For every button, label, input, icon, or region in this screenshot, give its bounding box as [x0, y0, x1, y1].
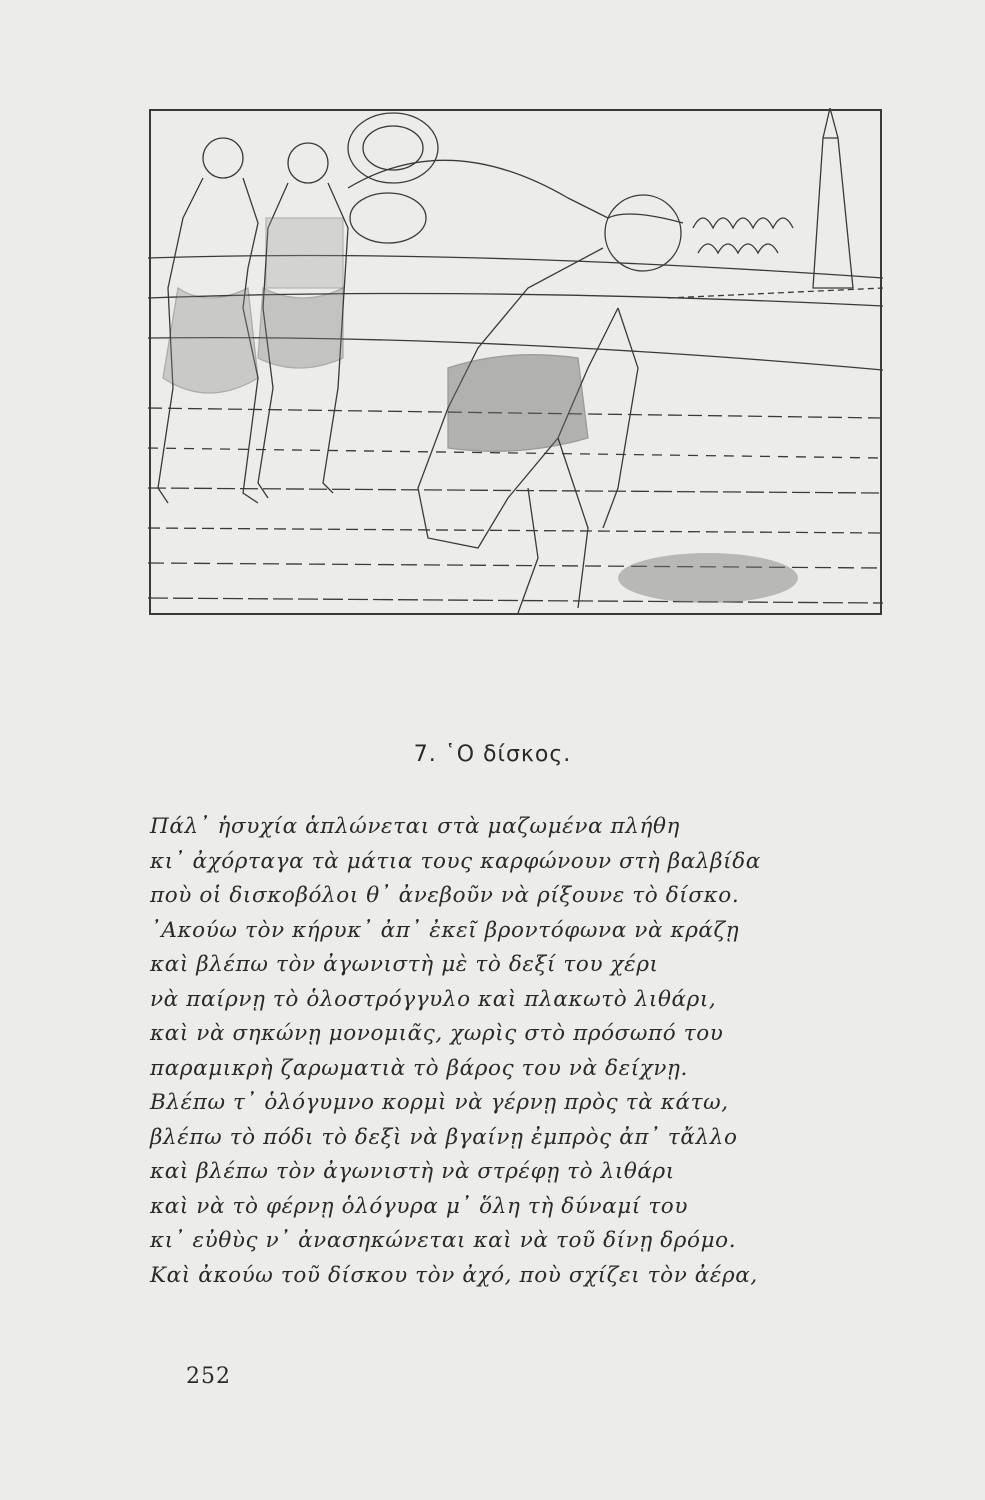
- poem-title: 7. ῾Ο δίσκος.: [413, 742, 572, 767]
- poem-line: βλέπω τὸ πόδι τὸ δεξὶ νὰ βγαίνῃ ἐμπρὸς ἀπ᾽ τἄλλο: [150, 1124, 738, 1150]
- poem-line: Βλέπω τ᾽ ὁλόγυμνο κορμὶ νὰ γέρνῃ πρὸς τὰ κάτω,: [150, 1090, 729, 1115]
- poem-line: νὰ παίρνῃ τὸ ὁλοστρόγγυλο καὶ πλακωτὸ λιθάρι,: [150, 986, 717, 1012]
- discus-thrower-illustration: [148, 108, 883, 616]
- poem-line: κι᾽ εὐθὺς ν᾽ ἀνασηκώνεται καὶ νὰ τοῦ δίνῃ δρόμο.: [150, 1228, 737, 1253]
- poem-line: καὶ βλέπω τὸν ἀγωνιστὴ μὲ τὸ δεξί του χέρι: [150, 952, 659, 977]
- page-number: 252: [186, 1364, 231, 1389]
- poem-line: καὶ νὰ τὸ φέρνῃ ὁλόγυρα μ᾽ ὅλη τὴ δύναμί του: [150, 1193, 689, 1219]
- poem-line: παραμικρὴ ζαρωματιὰ τὸ βάρος του νὰ δείχνῃ.: [150, 1055, 688, 1081]
- poem-line: κι᾽ ἀχόρταγα τὰ μάτια τους καρφώνουν στὴ βαλβίδα: [150, 848, 761, 874]
- poem-line: Πάλ᾽ ἡσυχία ἁπλώνεται στὰ μαζωμένα πλήθη: [150, 814, 681, 839]
- poem-line: καὶ νὰ σηκώνῃ μονομιᾶς, χωρὶς στὸ πρόσωπό του: [150, 1021, 724, 1046]
- poem-line: καὶ βλέπω τὸν ἀγωνιστὴ νὰ στρέφῃ τὸ λιθάρι: [150, 1159, 675, 1184]
- poem-line: ᾽Ακούω τὸν κήρυκ᾽ ἀπ᾽ ἐκεῖ βροντόφωνα νὰ κράζῃ: [150, 917, 740, 943]
- poem-body: [150, 810, 870, 1293]
- poem-line: Καὶ ἀκούω τοῦ δίσκου τὸν ἀχό, ποὺ σχίζει τὸν ἀέρα,: [150, 1262, 758, 1288]
- poem-line: ποὺ οἱ δισκοβόλοι θ᾽ ἀνεβοῦν νὰ ρίξουνε τὸ δίσκο.: [150, 883, 740, 908]
